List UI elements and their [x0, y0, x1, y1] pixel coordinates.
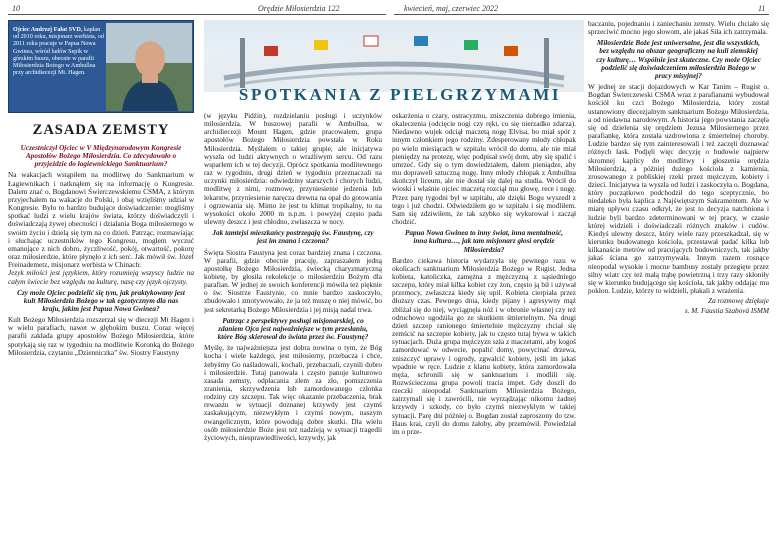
left-article-title: ZASADA ZEMSTY	[32, 122, 170, 138]
header-magazine-issue: Orędzie Miłosierdzia 122	[258, 4, 340, 13]
question-5: Papua Nowa Gwinea to inny świat, inna mentalność, inna kultura…, jak tam misjonarz głosi orędzie Miłosierdzia?	[404, 229, 564, 254]
right-page-number: 11	[758, 4, 766, 13]
answer-paragraph-5: Myślę, że najważniejsza jest dobra nowina o tym, że Bóg kocha i wiele każdego, jest miłosierny, przebacza i chce, żebyśmy Go naśladowali, kochali, przebaczali, czynili dobro i miłosierdzie. Tutaj panowała i często panuje kulturowo zasada zemsty, odpłacania złem za zło, pomszczenia zranienia, skrzywdzenia lub zamordowanego członka rodziny czy szczepu. Tak więc okazanie przebaczenia, brak rewanżu w sytuacji doznanej krzywdy jest czymś zaskakującym, niezwykłym i czymś nowym, naszym ewangelicznym, które powodują dobre skutki. Dla wielu osób miłosierdzie Boże jest też nadzieją w sytuacji tragedii życiowych, niesprawiedliwości, krzywdy, jak	[204, 344, 382, 442]
left-column-1	[8, 142, 194, 550]
author-bio: kapłan od 2010 roku, misjonarz werbista, od 2011 roku pracuje w Papua Nowa Gwinea, wśród ludów Sepik w górskim buszu, obecnie w parafii Miłosierdzia Bożego w Ambullua przy archidiecezji Mt. Hagen.	[13, 27, 104, 77]
banner-title: SPOTKANIA Z PIELGRZYMAMI	[238, 85, 562, 104]
answer-paragraph-1: Na wakacjach wstąpiłem na modlitwę do Sanktuarium w Łagiewnikach i natknąłem się na informację o Kongresie. Dalem znać o. Bogdanowi Świerczewskiemu CSMA, z którym przyjechałem na wakacje do Polski, i obaj wzięliśmy udział w Kongresie. Było to bardzo budujące doświadczenie: mogliśmy spotkać ludzi z wielu krajów świata, którzy doświadczyli i doświadczają żywej obecności i działania Boga miłosiernego w swoim życiu i dzielą się tym na co dzień. Patrząc, rozmawiając i słuchając uczestników tego Kongresu, mogłem wyczuć emanujące z nich dobro, życzliwość, pokój, otwartość, pokorę oraz miłosierdzie, które płynęło z ich serc. Jak mówił św. Józef Freinademetz, misjonarz werbista w Chinach:	[8, 171, 194, 270]
header-date: kwiecień, maj, czerwiec 2022	[404, 4, 498, 13]
header-rule-right	[394, 14, 769, 15]
right-column-1	[392, 112, 576, 550]
author-name: Ojciec Andrzej Fałat SVD,	[13, 27, 83, 33]
answer-paragraph-2: Kult Bożego Miłosierdzia rozszerzał się w diecezji Mt Hagen i w wielu parafiach, nawet w głębokim buszu. Coraz więcej parafii zakłada grupy apostołów Bożego Miłosierdzia, które spotykają się raz w tygodniu na modlitwie Koronką do Bożego Miłosierdzia, czytaniu „Dzienniczka” św. Siostry Faustyny	[8, 316, 194, 357]
interviewer-signature: s. M. Faustia Szabová ISMM	[684, 307, 769, 316]
author-info-box	[8, 20, 194, 113]
author-photo	[106, 23, 192, 111]
header-rule-left	[8, 14, 386, 15]
right-column-2	[588, 20, 769, 550]
answer-paragraph-4: Święta Siostra Faustyna jest coraz bardziej znana i czczona. W parafii, gdzie obecnie pracuję, zapraszałem jedną apostołkę Bożego Miłosierdzia, świecką charyzmatyczną kobietę, by głosiła rekolekcje o miłosierdziu Bożym dla parafian. W jednej ze swoich konferencji mówiła też pięknie o św. Siostrze Faustynie, co mnie bardzo zaskoczyło, zbudowało i zmotywowało, że ja też muszę o niej mówić, bo jest sekretarką Bożego Miłosierdzia i jej misją nadal trwa.	[204, 248, 382, 314]
intro-question-1: Uczestniczył Ojciec w V Międzynarodowym Kongresie Apostołów Bożego Miłosierdzia. Co zdecydowało o przyjeździe do łagiewnickiego Sanktuarium?	[20, 144, 182, 169]
answer-paragraph-8: baczaniu, pojednaniu i zaniechaniu zemsty. Wielu chciało się sprzeciwić mocno jego słowom, ale jakaś Siła ich zatrzymała.	[588, 20, 769, 37]
question-6: Miłosierdzie Boże jest uniwersalne, jest dla wszystkich, bez względu na obszar geograficzny na kuli ziemskiej czy kulturę… Wspólnie jest skuteczne. Czy może Ojciec podzielić się doświadczeniem miłosierdzia Bożego w pracy misyjnej?	[596, 39, 761, 80]
answer-paragraph-7: Bardzo ciekawa historia wydarzyła się pewnego razu w okolicach sanktuarium Miłosierdzia Bożego w Rugist. Jedna kobieta, katoliczka, zamężna z mężczyzną z sąsiedniego szczepu, który miał kilka kobiet czy żon, często ją bił i używał przemocy, zwłaszcza kiedy się upił. Kobieta cierpiała przez dłuższy czas. Pewnego dnia, kiedy pijany i agresywny mąż zbliżał się do niej, wyciągnęła nóż i w obronie własnej czy też odruchowo ugodziła go ze skutkiem śmiertelnym. Na drugi dzień szczep ranionego śmiertelnie mężczyzny chciał się zemścić na szczepie kobiety, jak to często tutaj bywa w takich sytuacjach. Duża grupa mężczyzn szła z maczetami, aby kogoś zamordować w odwecie, popalić domy, powycinać drzewa, zniszczyć uprawy i ogrody, zgwałcić kobiety, jeśli im jakaś wpadnie w ręce. Ludzie z klanu kobiety, która zamordowała męża, schronili się w sanktuarium i modlili się. Rozwścieczona grupa powoli tracia impet. Gdy doszli do rzeczki nieopodal Sanktuarium Miłosierdzia Bożego, zatrzymali się i zawrócili, nie wyrządzając nikomu żadnej krzywdy i szkody, co było czymś niezwykłym w takiej sytuacji. Parę dni później o. Bogdan został zaproszony do tzw. Haus krai, czyli do domu żałoby, aby przemówił. Powiedział im o prze-	[392, 256, 576, 436]
thanks-note: Za rozmowę dziękuje	[708, 297, 769, 306]
answer-paragraph-9: W jednej ze stacji dojazdowych w Kar Tanim – Rugist o. Bogdan Świerczewski CSMA wraz z parafianami wybudował kościół ku czci Bożego Miłosierdzia, który został ustanowiony diecezjalnym sanktuarium Bożego Miłosierdzia, a od niedawna narodowym. A historia jego powstania zaczęła się od dzielenia się orędziem Jezusa Miłosiernego przez parafiankę, która została uzdrowiona z śmiertelnej choroby. Ludzie bardzo się tym zainteresowali i też zaczęli doznawać różnych łask. Podjęli więc decyzję o budowie najpierw skromnej kaplicy do modlitwy i głoszenia orędzia Miłosierdzia, a później dużego kościoła z kamienia, zrosowanego z pobliskiej rzeki przez mężczyzn, kobiety i dzieci. Inicjatywa ta wyszła od ludzi i zaskoczyła o. Bogdana, który początkowo podchodził do tego sceptycznie, bo niedaleko była kaplica z Najświętszym Sakramentem. Ale w miarę upływu czasu odkrył, że jest to decyzja natchniona i ludzie byli bardzo zdeterminowani w tej pracy, w czasie której widzieli i doświadczali różnych znaków i cudów. Kiedyś ulewny deszcz, który wiele razy przeszkadzał, się w kierunku budowanego kościoła, przestawał padać kilka lub kilkanaście metrów od pracujących budowniczych, tak jakby jakaś ściana go zatrzymywała. Innym razem rosnące nieopodal wysokie i mocne bambusy zostały przegięte przez silny wiatr czy też małą trąbę powietrzną i trzy razy skłoniły się w kierunku budującego się kościoła, tak jakby oddając mu pokłon. Ludzie, którzy to widzieli, płakali z wrażenia.	[588, 83, 769, 295]
author-text	[13, 27, 105, 77]
question-2: Czy może Ojciec podzielić się tym, jak praktykowany jest kult Miłosierdzia Bożego w tak egzotycznym dla nas kraju, jakim jest Papua Nowa Gwinea?	[17, 288, 185, 313]
answer-paragraph-6: oskarżenia o czary, ostracyzmu, zniszczenia dobrego imienia, okaleczenia (odcięcie nogi czy ręki, co się nierzadko zdarza). Niedawno wujek odciął maczetą nogę Elvisa, bo miał spór z innym członkiem jego rodziny. Zdesperowany młody chłopak po wielu miesiącach w szpitalu wrócił do domu, ale nie miał pieniędzy na protezę, więc podpisał swój dom, aby się spalić i umrzeć. Gdy się o tym dowiedziałem, dałem pieniądze, aby mu dopraweli sztuczną nogę. Inny młody chłopak z Ambullua skończył liceum, ale nie dostał się dalej na studia. Wrócił do wioski i właśnie ojciec maczetą rozciął mu głowę, rece i nogę. Przez parę tygodni był w szpitalu, ale dzięki Bogu wyszedł z tego i już chodzi. Odwiedziłem go w szpitalu i się modliłem. Sam się zdziwiłem, że tak szybko się wykurował i zaczął chodzić.	[392, 112, 576, 227]
left-page-number: 10	[12, 4, 20, 13]
answer-paragraph-3: (w języku Pidźin), rozdzielaniu posługi i uczynków miłosierdzia. W buszowej parafii w Ambullua, w archidiecezji Mount Hagen, gdzie pracowałem, grupa apostołów Bożego Miłosierdzia powstała w Roku Miłosierdzia. Myślałem o takiej grupie, ale inicjatywa wyszła od ludzi aktywnych o wrażliwym sercu. Od razu wsparłem ich w tej decyzji. Oprócz spotkania modlitewnego raz w tygodniu, drugi dzień w tygodniu przeznaczali na uczynki miłosierdzia: odwiedziny starszych i chorych ludzi, modlitwę z nimi, rozmowę, przyniesienie jedzenia lub lekarstw, przyniesienie naręcza drewna na opał do gotowania i ogrzewania się. Mimo że jest tu klimat tropikalny, to na wysokości około 2000 m n.p.m. i powyżej często pada ulewny deszcz i jest chłodno, zwłaszcza w nocy.	[204, 112, 382, 227]
question-3: Jak tamtejsi mieszkańcy postrzegają św. Faustynę, czy jest im znana i czczona?	[212, 229, 374, 246]
question-4: Patrząc z perspektywy posługi misjonarskiej, co zdaniem Ojca jest najważniejsze w tym przesłaniu, które Bóg skierował do świata przez św. Faustynę?	[217, 316, 369, 342]
left-column-2	[204, 112, 382, 550]
freinademetz-quote: Jezyk miłości jest językiem, który rozumieją wszyscy ludzie na całym świecie bez względu na kulturę, nasę czy język ojczysty.	[8, 269, 194, 286]
